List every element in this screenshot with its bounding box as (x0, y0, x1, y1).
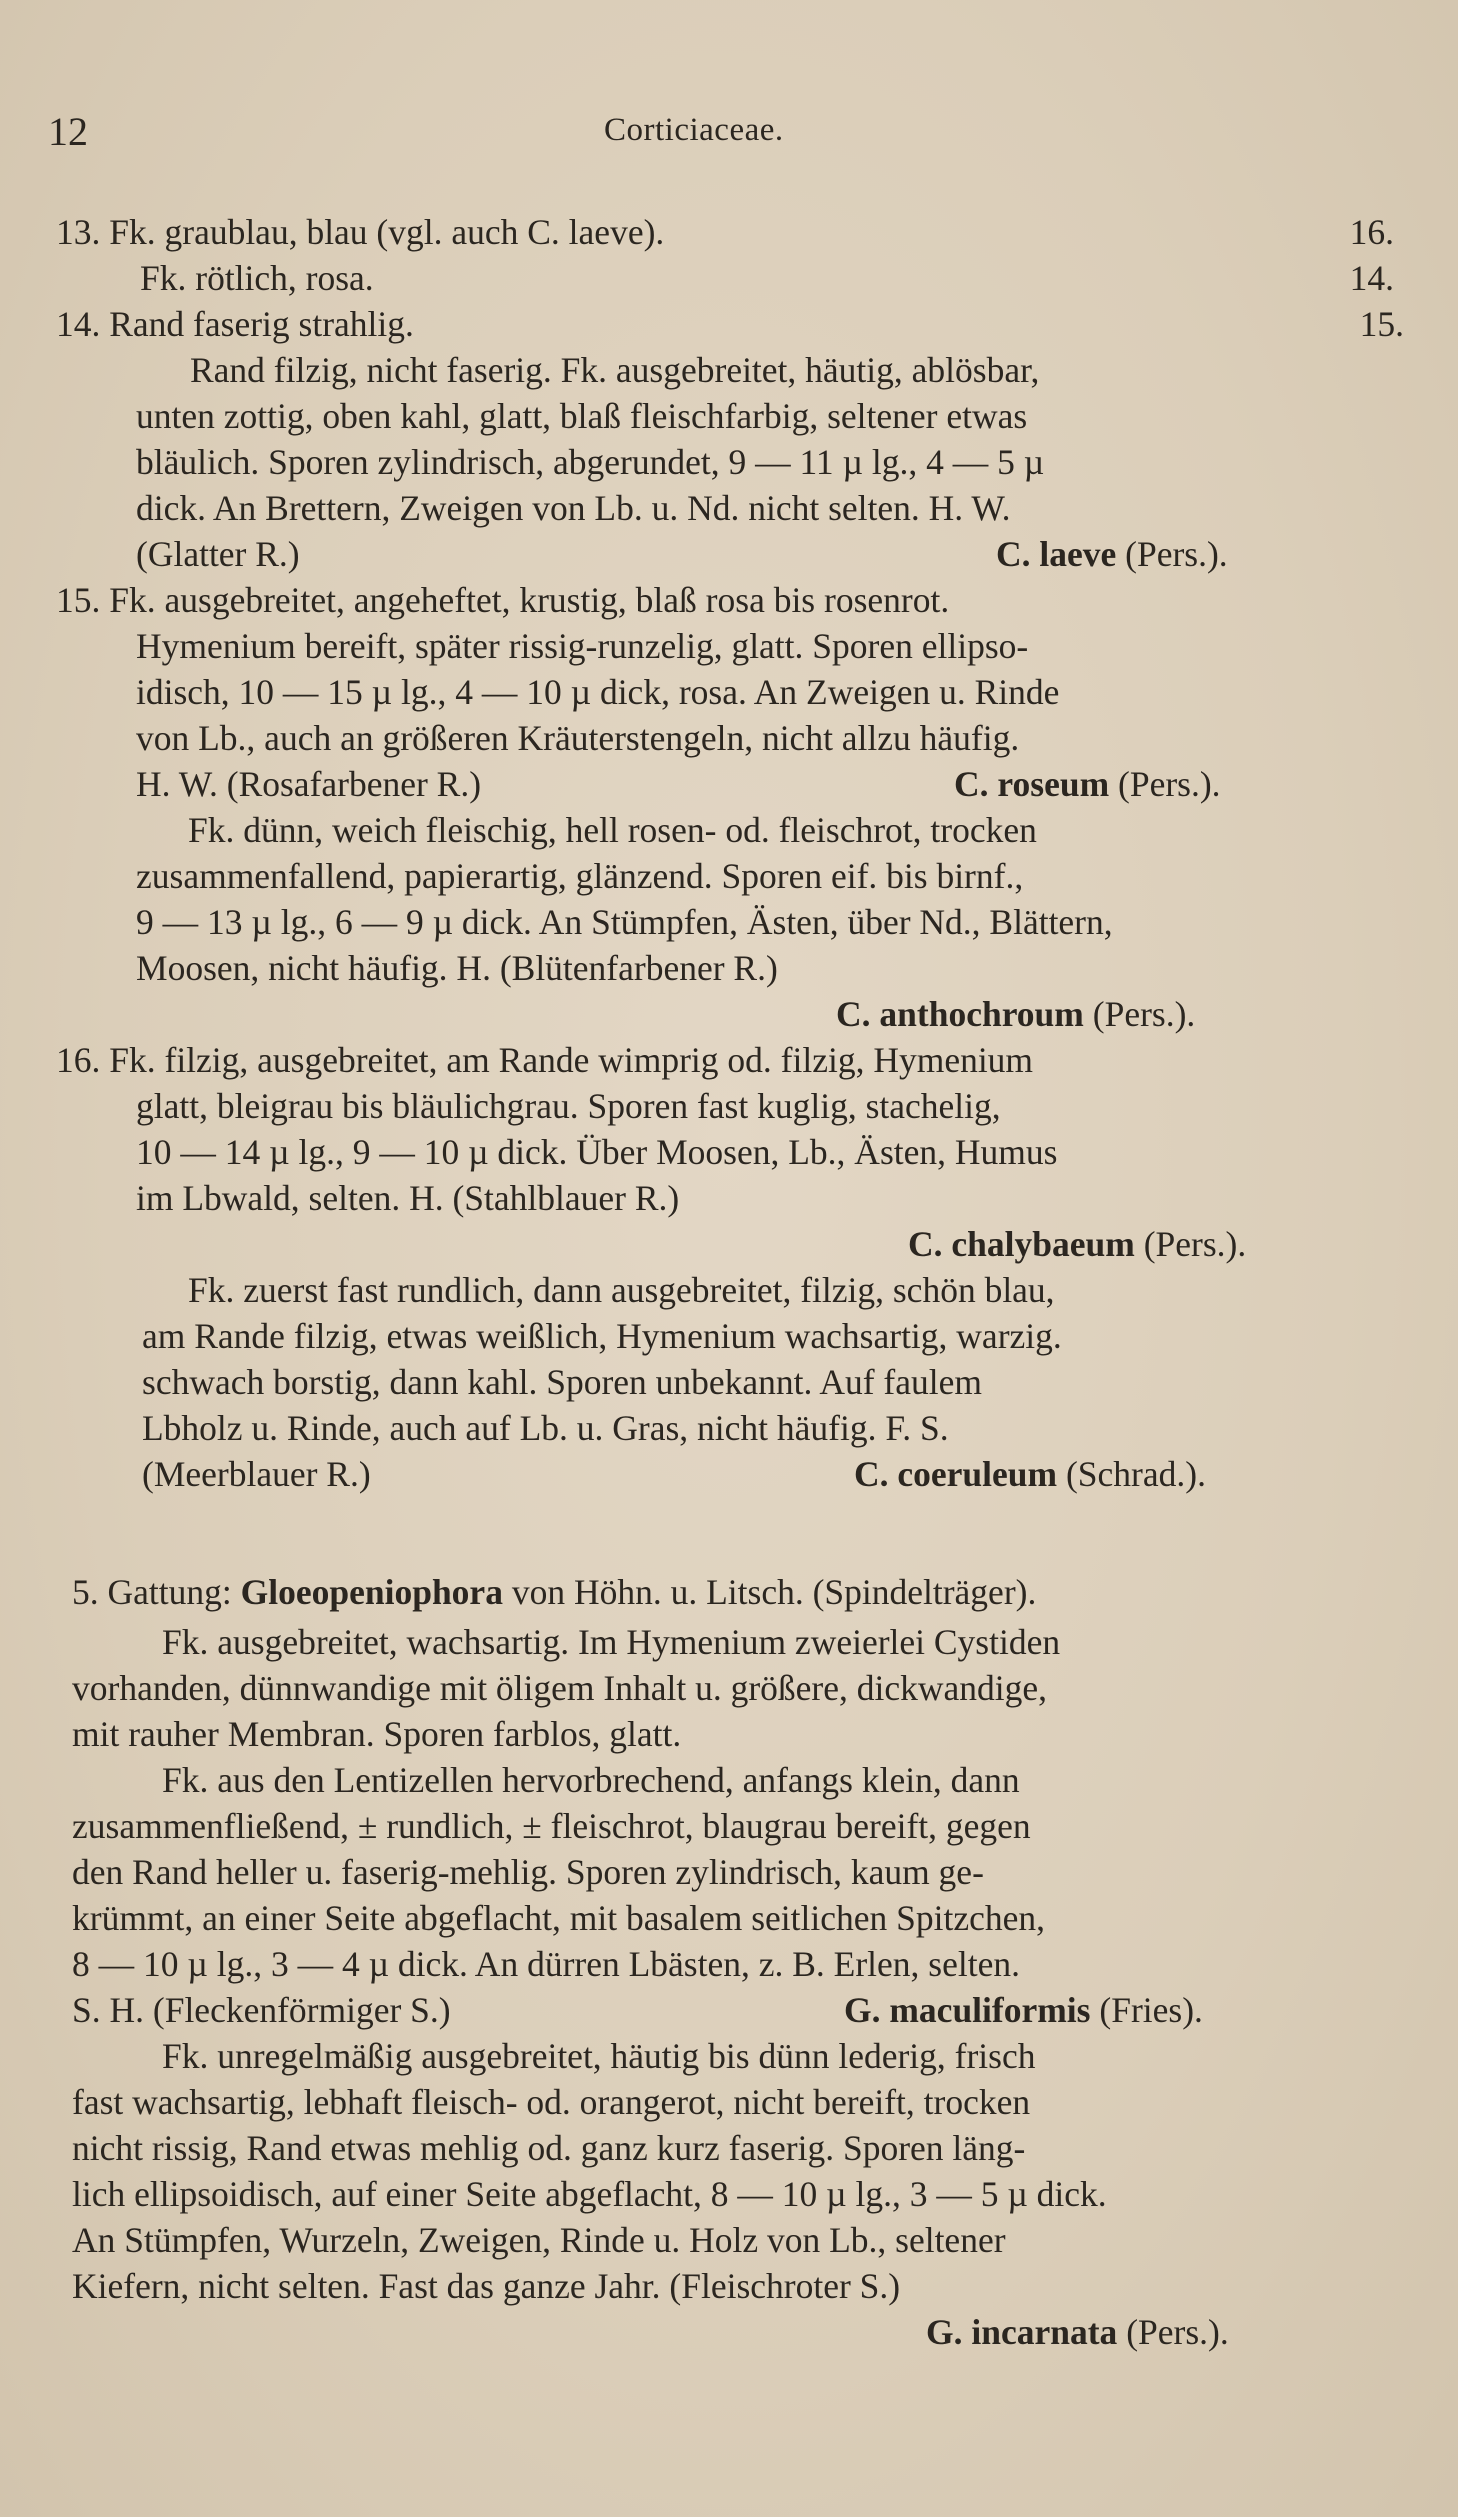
text-line: vorhanden, dünnwandige mit öligem Inhalt u. größere, dickwandige, (72, 1668, 1048, 1708)
species-line-roseum (136, 762, 1376, 808)
species-line-chalybaeum (908, 1222, 1246, 1268)
text-line: Rand filzig, nicht faserig. Fk. ausgebreitet, häutig, ablösbar, (190, 350, 1040, 390)
key-reference: 15. (1359, 304, 1404, 344)
species-binomial: C. coeruleum (854, 1454, 1058, 1494)
key-line-14 (56, 302, 1404, 348)
species-binomial: C. roseum (954, 764, 1110, 804)
text-line: schwach borstig, dann kahl. Sporen unbekannt. Auf faulem (142, 1362, 982, 1402)
species-binomial: G. incarnata (926, 2312, 1118, 2352)
text-line: Lbholz u. Rinde, auch auf Lb. u. Gras, nicht häufig. F. S. (142, 1408, 949, 1448)
page-header (48, 108, 1388, 158)
species-author: (Pers.). (1083, 994, 1196, 1034)
key-line-13b (140, 256, 1394, 302)
species-name (844, 1988, 1203, 2032)
text-line: 10 — 14 µ lg., 9 — 10 µ dick. Über Moosen, Lb., Ästen, Humus (136, 1132, 1058, 1172)
text-line: Fk. ausgebreitet, wachsartig. Im Hymenium zweierlei Cystiden (162, 1622, 1061, 1662)
species-author: (Fries). (1090, 1990, 1203, 2030)
page-number: 12 (48, 109, 88, 154)
text-line: am Rande filzig, etwas weißlich, Hymenium wachsartig, warzig. (142, 1316, 1062, 1356)
genus-number: 5. Gattung: (72, 1572, 241, 1612)
text-line: im Lbwald, selten. H. (Stahlblauer R.) (136, 1178, 680, 1218)
species-line-laeve (136, 532, 1376, 578)
species-line-anthochroum (836, 992, 1195, 1038)
text-line: bläulich. Sporen zylindrisch, abgerundet, 9 — 11 µ lg., 4 — 5 µ (136, 442, 1045, 482)
text-line: Fk. zuerst fast rundlich, dann ausgebreitet, filzig, schön blau, (188, 1270, 1055, 1310)
text-line: idisch, 10 — 15 µ lg., 4 — 10 µ dick, rosa. An Zweigen u. Rinde (136, 672, 1060, 712)
text-line: mit rauher Membran. Sporen farblos, glatt. (72, 1714, 682, 1754)
common-name: H. W. (Rosafarbener R.) (136, 764, 482, 804)
common-name: (Meerblauer R.) (142, 1454, 371, 1494)
common-name: S. H. (Fleckenförmiger S.) (72, 1990, 451, 2030)
species-binomial: G. maculiformis (844, 1990, 1091, 2030)
text-line: den Rand heller u. faserig-mehlig. Sporen zylindrisch, kaum ge- (72, 1852, 984, 1892)
text-line: nicht rissig, Rand etwas mehlig od. ganz kurz faserig. Sporen läng- (72, 2128, 1026, 2168)
species-line-coeruleum (142, 1452, 1382, 1498)
text-line: Kiefern, nicht selten. Fast das ganze Jahr. (Fleischroter S.) (72, 2266, 901, 2306)
text-line: von Lb., auch an größeren Kräuterstengeln, nicht allzu häufig. (136, 718, 1020, 758)
text-line: 14. Rand faserig strahlig. (56, 304, 414, 344)
text-line: Moosen, nicht häufig. H. (Blütenfarbener R.) (136, 948, 778, 988)
key-line-13 (56, 210, 1394, 256)
text-line: 9 — 13 µ lg., 6 — 9 µ dick. An Stümpfen, Ästen, über Nd., Blättern, (136, 902, 1113, 942)
text-line: fast wachsartig, lebhaft fleisch- od. orangerot, nicht bereift, trocken (72, 2082, 1031, 2122)
text-line: An Stümpfen, Wurzeln, Zweigen, Rinde u. Holz von Lb., seltener (72, 2220, 1006, 2260)
text-line: dick. An Brettern, Zweigen von Lb. u. Nd. nicht selten. H. W. (136, 488, 1011, 528)
text-line: Fk. aus den Lentizellen hervorbrechend, anfangs klein, dann (162, 1760, 1020, 1800)
genus-heading (72, 1570, 1036, 1616)
text-line: Fk. dünn, weich fleischig, hell rosen- od. fleischrot, trocken (188, 810, 1037, 850)
species-line-maculiformis (72, 1988, 1372, 2034)
text-line: 8 — 10 µ lg., 3 — 4 µ dick. An dürren Lbästen, z. B. Erlen, selten. (72, 1944, 1020, 1984)
text-line: Fk. rötlich, rosa. (140, 258, 374, 298)
text-line: lich ellipsoidisch, auf einer Seite abgeflacht, 8 — 10 µ lg., 3 — 5 µ dick. (72, 2174, 1107, 2214)
species-binomial: C. anthochroum (836, 994, 1084, 1034)
species-name (996, 532, 1228, 576)
text-line: Fk. unregelmäßig ausgebreitet, häutig bis dünn lederig, frisch (162, 2036, 1036, 2076)
text-line: glatt, bleigrau bis bläulichgrau. Sporen fast kuglig, stachelig, (136, 1086, 1001, 1126)
running-head: Corticiaceae. (604, 112, 784, 148)
species-name (854, 1452, 1206, 1496)
species-author: (Pers.). (1109, 764, 1221, 804)
species-author: (Pers.). (1117, 2312, 1229, 2352)
text-line: 16. Fk. filzig, ausgebreitet, am Rande wimprig od. filzig, Hymenium (56, 1040, 1034, 1080)
species-author: (Pers.). (1134, 1224, 1247, 1264)
text-line: zusammenfallend, papierartig, glänzend. Sporen eif. bis birnf., (136, 856, 1024, 896)
genus-name: Gloeopeniophora (240, 1572, 503, 1612)
key-reference: 16. (1349, 212, 1394, 252)
species-author: (Pers.). (1116, 534, 1228, 574)
common-name: (Glatter R.) (136, 534, 300, 574)
text-line: zusammenfließend, ± rundlich, ± fleischrot, blaugrau bereift, gegen (72, 1806, 1031, 1846)
species-author: (Schrad.). (1057, 1454, 1206, 1494)
species-name (954, 762, 1221, 806)
text-line: krümmt, an einer Seite abgeflacht, mit basalem seitlichen Spitzchen, (72, 1898, 1045, 1938)
text-line: 13. Fk. graublau, blau (vgl. auch C. laeve). (56, 212, 665, 252)
text-line: Hymenium bereift, später rissig-runzelig, glatt. Sporen ellipso- (136, 626, 1029, 666)
species-line-incarnata (926, 2310, 1229, 2356)
text-line: unten zottig, oben kahl, glatt, blaß fleischfarbig, seltener etwas (136, 396, 1028, 436)
genus-author: von Höhn. u. Litsch. (Spindelträger). (502, 1572, 1037, 1612)
key-reference: 14. (1349, 258, 1394, 298)
species-binomial: C. laeve (996, 534, 1117, 574)
text-line: 15. Fk. ausgebreitet, angeheftet, krustig, blaß rosa bis rosenrot. (56, 580, 950, 620)
species-binomial: C. chalybaeum (908, 1224, 1135, 1264)
